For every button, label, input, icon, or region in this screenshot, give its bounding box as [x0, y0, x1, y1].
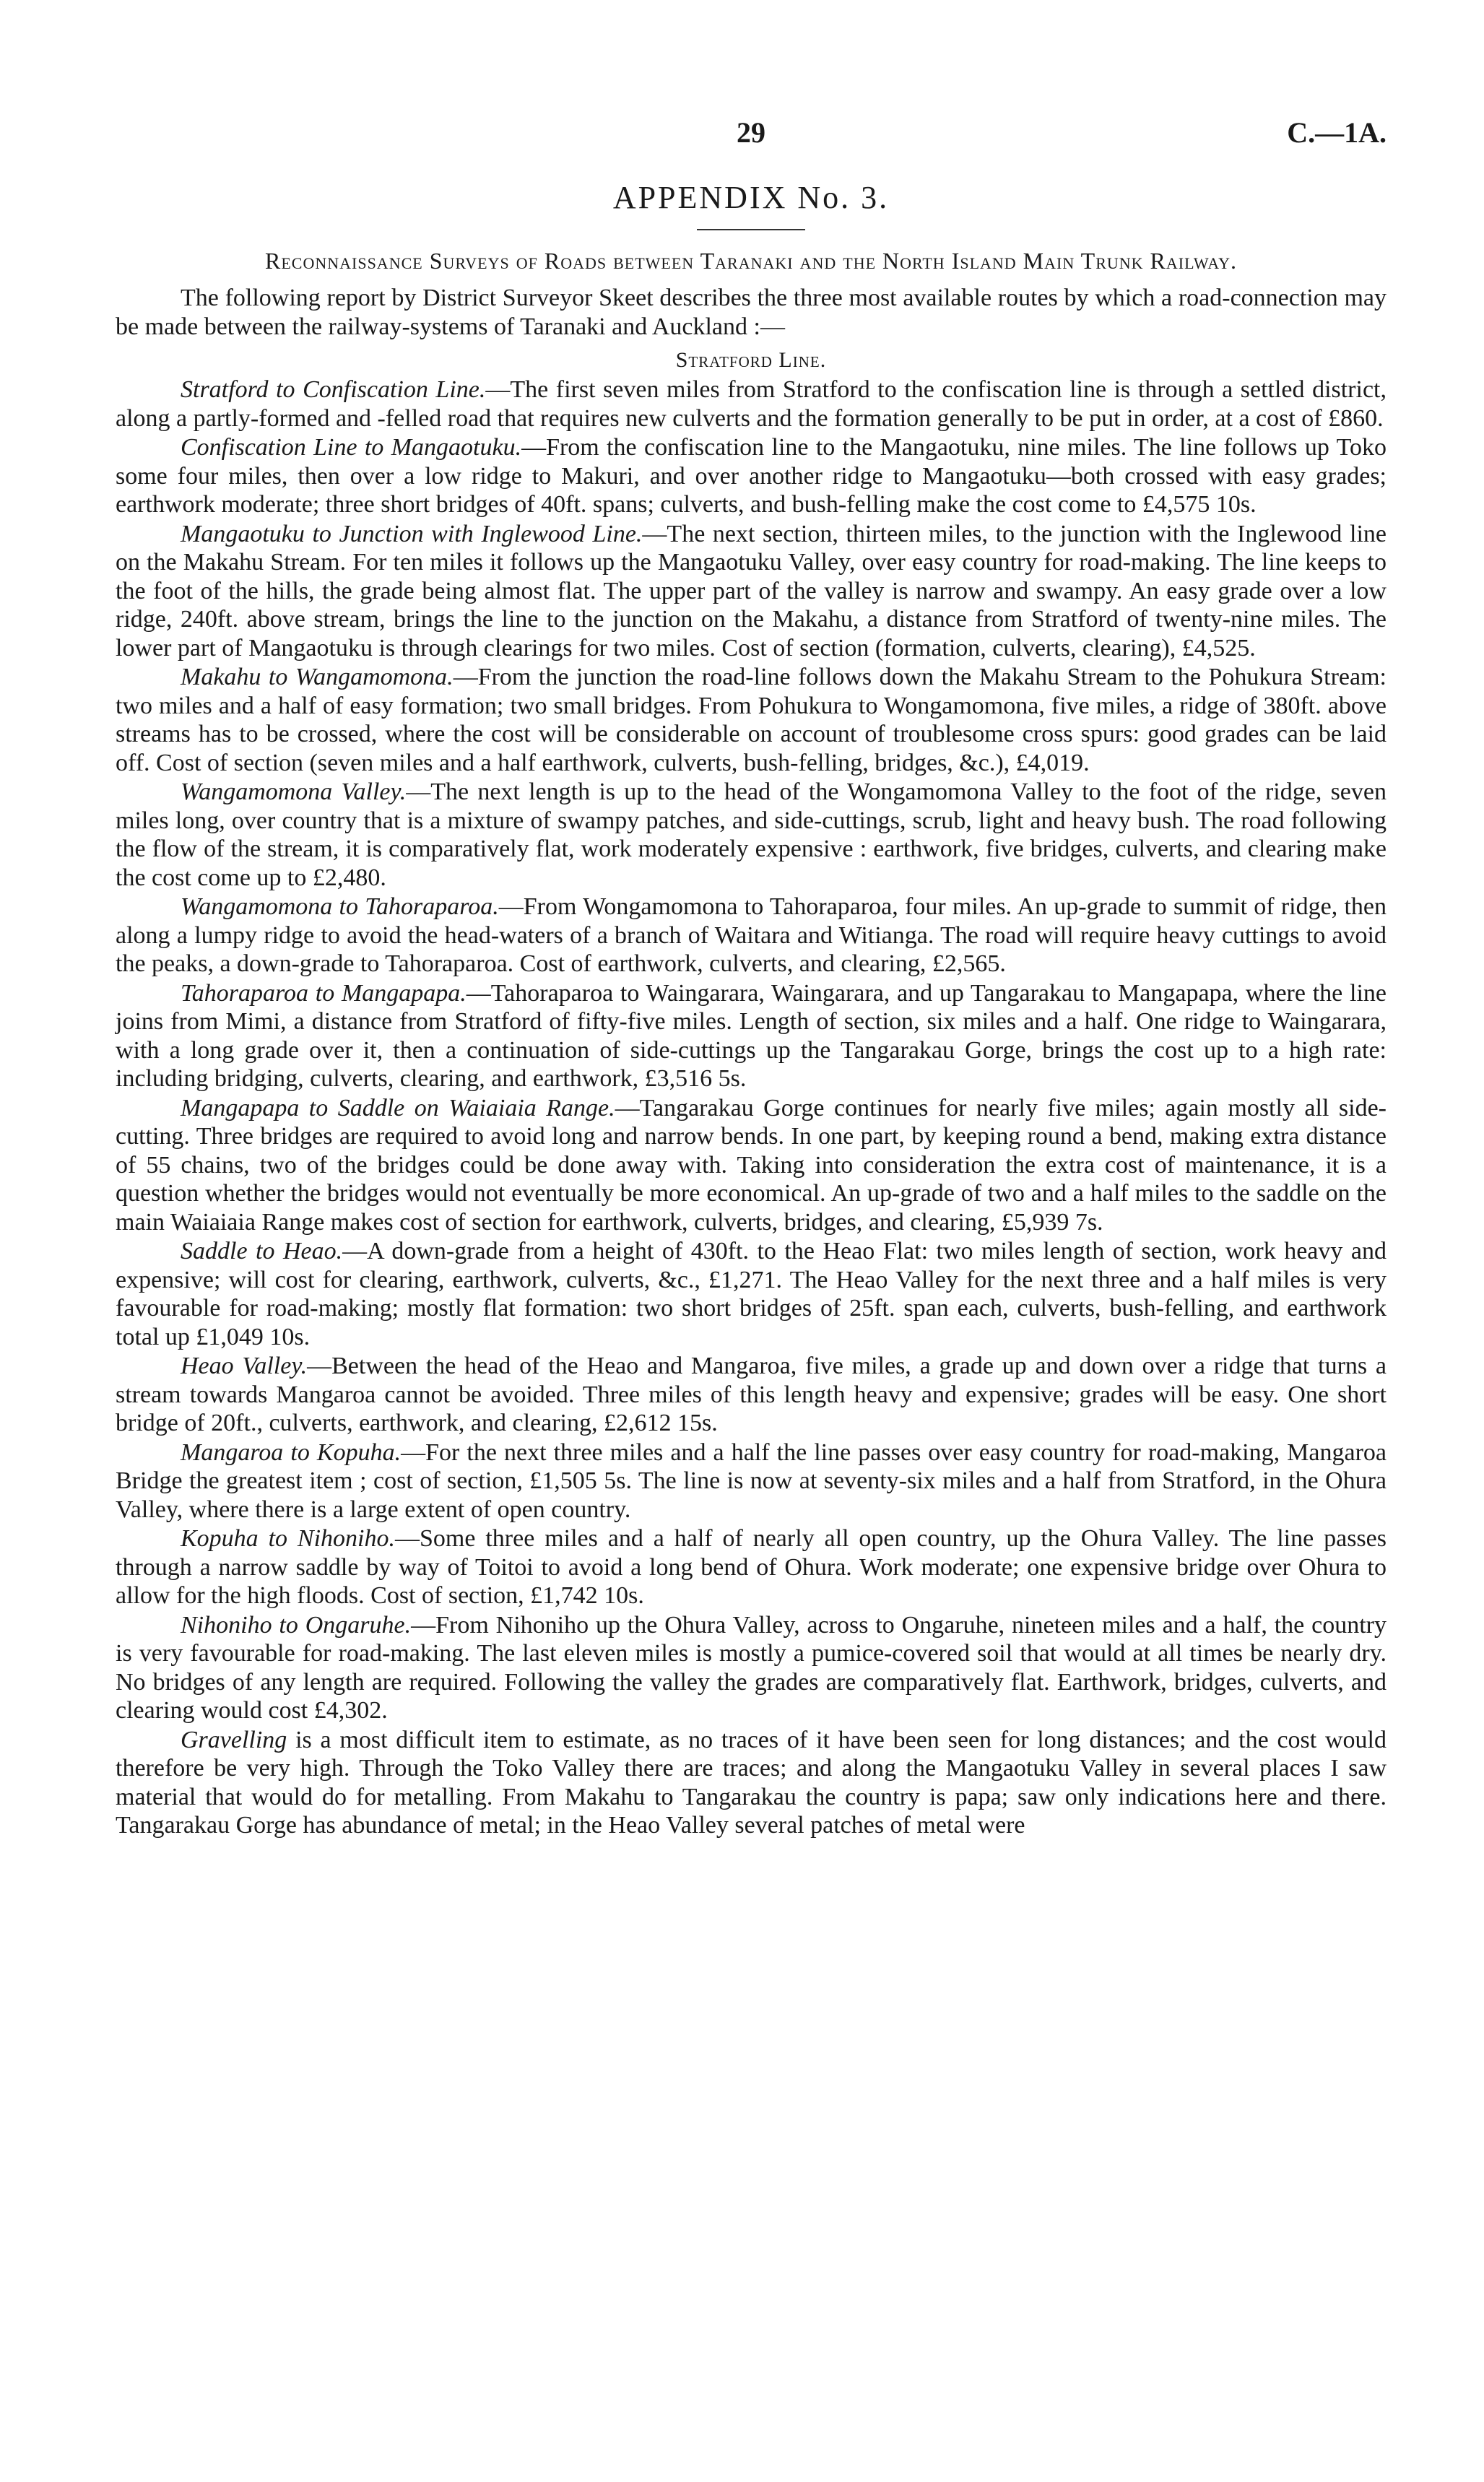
section-heading: Stratford Line.	[675, 348, 827, 372]
paragraph-heading: Kopuha to Nihoniho.	[181, 1525, 395, 1552]
main-title: Reconnaissance Surveys of Roads between Taranaki and the North Island Main Trunk Railway.	[265, 248, 1237, 274]
body-paragraph	[116, 1094, 1387, 1237]
paragraph-text: —From the confiscation line to the Mangaotuku, nine miles. The line follows up Toko some four miles, then over a low ridge to Makuri, and over another ridge to Mangaotuku—both crossed with easy grades; earthwork moderate; three short bridges of 40ft. spans; culverts, and bush-felling make the cost come to £4,575 10s.	[116, 434, 1387, 518]
paragraph-text: is a most difficult item to estimate, as no traces of it have been seen for long distances; and the cost would therefore be very high. Through the Toko Valley there are traces; and along the Mangaotuku Valley in several places I saw material that would do for metalling. From Makahu to Tangarakau the country is papa; saw only indications here and there. Tangarakau Gorge has abundance of metal; in the Heao Valley several patches of metal were	[116, 1726, 1387, 1839]
paragraph-text: —From Nihoniho up the Ohura Valley, across to Ongaruhe, nineteen miles and a half, the country is very favourable for road-making. The last eleven miles is mostly a pumice-covered soil that would at all times be nearly dry. No bridges of any length are required. Following the valley the grades are comparatively flat. Earthwork, bridges, culverts, and clearing would cost £4,302.	[116, 1611, 1387, 1724]
paragraph-text: —For the next three miles and a half the line passes over easy country for road-making, Mangaroa Bridge the greatest item ; cost of section, £1,505 5s. The line is now at seventy-six miles and a half from Stratford, in the Ohura Valley, where there is a large extent of open country.	[116, 1439, 1387, 1523]
paragraph-text: —Tangarakau Gorge continues for nearly five miles; again mostly all side-cutting. Three bridges are required to avoid long and narrow bends. In one part, by keeping round a bend, making extra distance of 55 chains, two of the bridges could be done away with. Taking into consideration the extra cost of maintenance, it is a question whether the bridges would not eventually be more economical. An up-grade of two and a half miles to the saddle on the main Waiaiaia Range makes cost of section for earthwork, culverts, bridges, and clearing, £5,939 7s.	[116, 1094, 1387, 1236]
body-paragraph	[116, 1726, 1387, 1840]
body-paragraph	[116, 778, 1387, 892]
paragraph-text: —The first seven miles from Stratford to the confiscation line is through a settled district, along a partly-formed and -felled road that requires new culverts and the formation generally to be put in order, at a cost of £860.	[116, 376, 1387, 432]
paragraph-heading: Wangamomona Valley.	[181, 778, 407, 805]
paragraph-text: —From the junction the road-line follows down the Makahu Stream to the Pohukura Stream: two miles and a half of easy formation; two small bridges. From Pohukura to Wongamomona, five miles, a ridge of 380ft. above streams has to be crossed, where the cost will be considerable on account of troublesome cross spurs: good grades can be laid off. Cost of section (seven miles and a half earthwork, culverts, bush-felling, bridges, &c.), £4,019.	[116, 664, 1387, 776]
intro-paragraph: The following report by District Surveyor Skeet describes the three most available routes by which a road-connection may be made between the railway-systems of Taranaki and Auckland :—	[116, 285, 1387, 340]
paragraph-heading: Tahoraparoa to Mangapapa.	[181, 979, 467, 1007]
body-paragraph	[116, 376, 1387, 433]
appendix-title: APPENDIX No. 3.	[612, 180, 890, 215]
paragraph-text: —From Wongamomona to Tahoraparoa, four miles. An up-grade to summit of ridge, then along a lumpy ridge to avoid the head-waters of a branch of Waitara and Witianga. The road will require heavy cuttings to avoid the peaks, a down-grade to Tahoraparoa. Cost of earthwork, culverts, and clearing, £2,565.	[116, 893, 1387, 977]
title-divider	[697, 229, 805, 230]
body-paragraph	[116, 520, 1387, 663]
paragraph-heading: Gravelling	[181, 1726, 287, 1753]
body-paragraph	[116, 1524, 1387, 1610]
paragraph-heading: Stratford to Confiscation Line.	[181, 376, 486, 403]
paragraph-text: —Tahoraparoa to Waingarara, Waingarara, and up Tangarakau to Mangapapa, where the line joins from Mimi, a distance from Stratford of fifty-five miles. Length of section, six miles and a half. One ridge to Waingarara, with a long grade over it, then a continuation of side-cuttings up the Tangarakau Gorge, brings the cost up to a high rate: including bridging, culverts, clearing, and earthwork, £3,516 5s.	[116, 979, 1387, 1092]
document-code: C.—1A.	[1287, 116, 1387, 149]
body-paragraph	[116, 1237, 1387, 1351]
paragraph-heading: Confiscation Line to Mangaotuku.	[181, 434, 522, 461]
body-paragraph	[116, 1352, 1387, 1438]
paragraph-heading: Makahu to Wangamomona.	[181, 664, 454, 690]
paragraph-heading: Heao Valley.	[181, 1353, 308, 1379]
paragraph-heading: Nihoniho to Ongaruhe.	[181, 1611, 412, 1639]
paragraph-heading: Mangaroa to Kopuha.	[181, 1439, 402, 1466]
paragraph-text: —The next section, thirteen miles, to the junction with the Inglewood line on the Makahu Stream. For ten miles it follows up the Mangaotuku Valley, over easy country for road-making. The line keeps to the foot of the hills, the grade being almost flat. The upper part of the valley is narrow and swampy. An easy grade over a low ridge, 240ft. above stream, brings the line to the junction on the Makahu, a distance from Stratford of twenty-nine miles. The lower part of Mangaotuku is through clearings for two miles. Cost of section (formation, culverts, clearing), £4,525.	[116, 520, 1387, 661]
paragraph-heading: Saddle to Heao.	[181, 1238, 343, 1264]
body-paragraph	[116, 1439, 1387, 1524]
body-paragraph	[116, 893, 1387, 979]
body-paragraph	[116, 979, 1387, 1093]
paragraph-text: —Some three miles and a half of nearly all open country, up the Ohura Valley. The line passes through a narrow saddle by way of Toitoi to avoid a long bend of Ohura. Work moderate; one expensive bridge over Ohura to allow for the high floods. Cost of section, £1,742 10s.	[116, 1525, 1387, 1609]
paragraph-text: —Between the head of the Heao and Mangaroa, five miles, a grade up and down over a ridge that turns a stream towards Mangaroa cannot be avoided. Three miles of this length heavy and expensive; grades will be easy. One short bridge of 20ft., culverts, earthwork, and clearing, £2,612 15s.	[116, 1353, 1387, 1436]
body-paragraph	[116, 433, 1387, 519]
paragraph-heading: Mangapapa to Saddle on Waiaiaia Range.	[181, 1094, 615, 1121]
body-text	[116, 376, 1387, 1840]
document-page	[116, 108, 1387, 1841]
paragraph-heading: Wangamomona to Tahoraparoa.	[181, 893, 499, 920]
body-paragraph	[116, 663, 1387, 777]
page-number: 29	[737, 116, 765, 149]
paragraph-text: —A down-grade from a height of 430ft. to the Heao Flat: two miles length of section, work heavy and expensive; will cost for clearing, earthwork, culverts, &c., £1,271. The Heao Valley for the next three and a half miles is very favourable for road-making; mostly flat formation: two short bridges of 25ft. span each, culverts, bush-felling, and earthwork total up £1,049 10s.	[116, 1238, 1387, 1350]
body-paragraph	[116, 1611, 1387, 1725]
paragraph-text: —The next length is up to the head of the Wongamomona Valley to the foot of the ridge, seven miles long, over country that is a mixture of swampy patches, and side-cuttings, scrub, light and heavy bush. The road following the flow of the stream, it is comparatively flat, work moderately expensive : earthwork, five bridges, culverts, and clearing make the cost come up to £2,480.	[116, 778, 1387, 891]
paragraph-heading: Mangaotuku to Junction with Inglewood Line.	[181, 520, 643, 547]
page-header	[116, 108, 1387, 166]
